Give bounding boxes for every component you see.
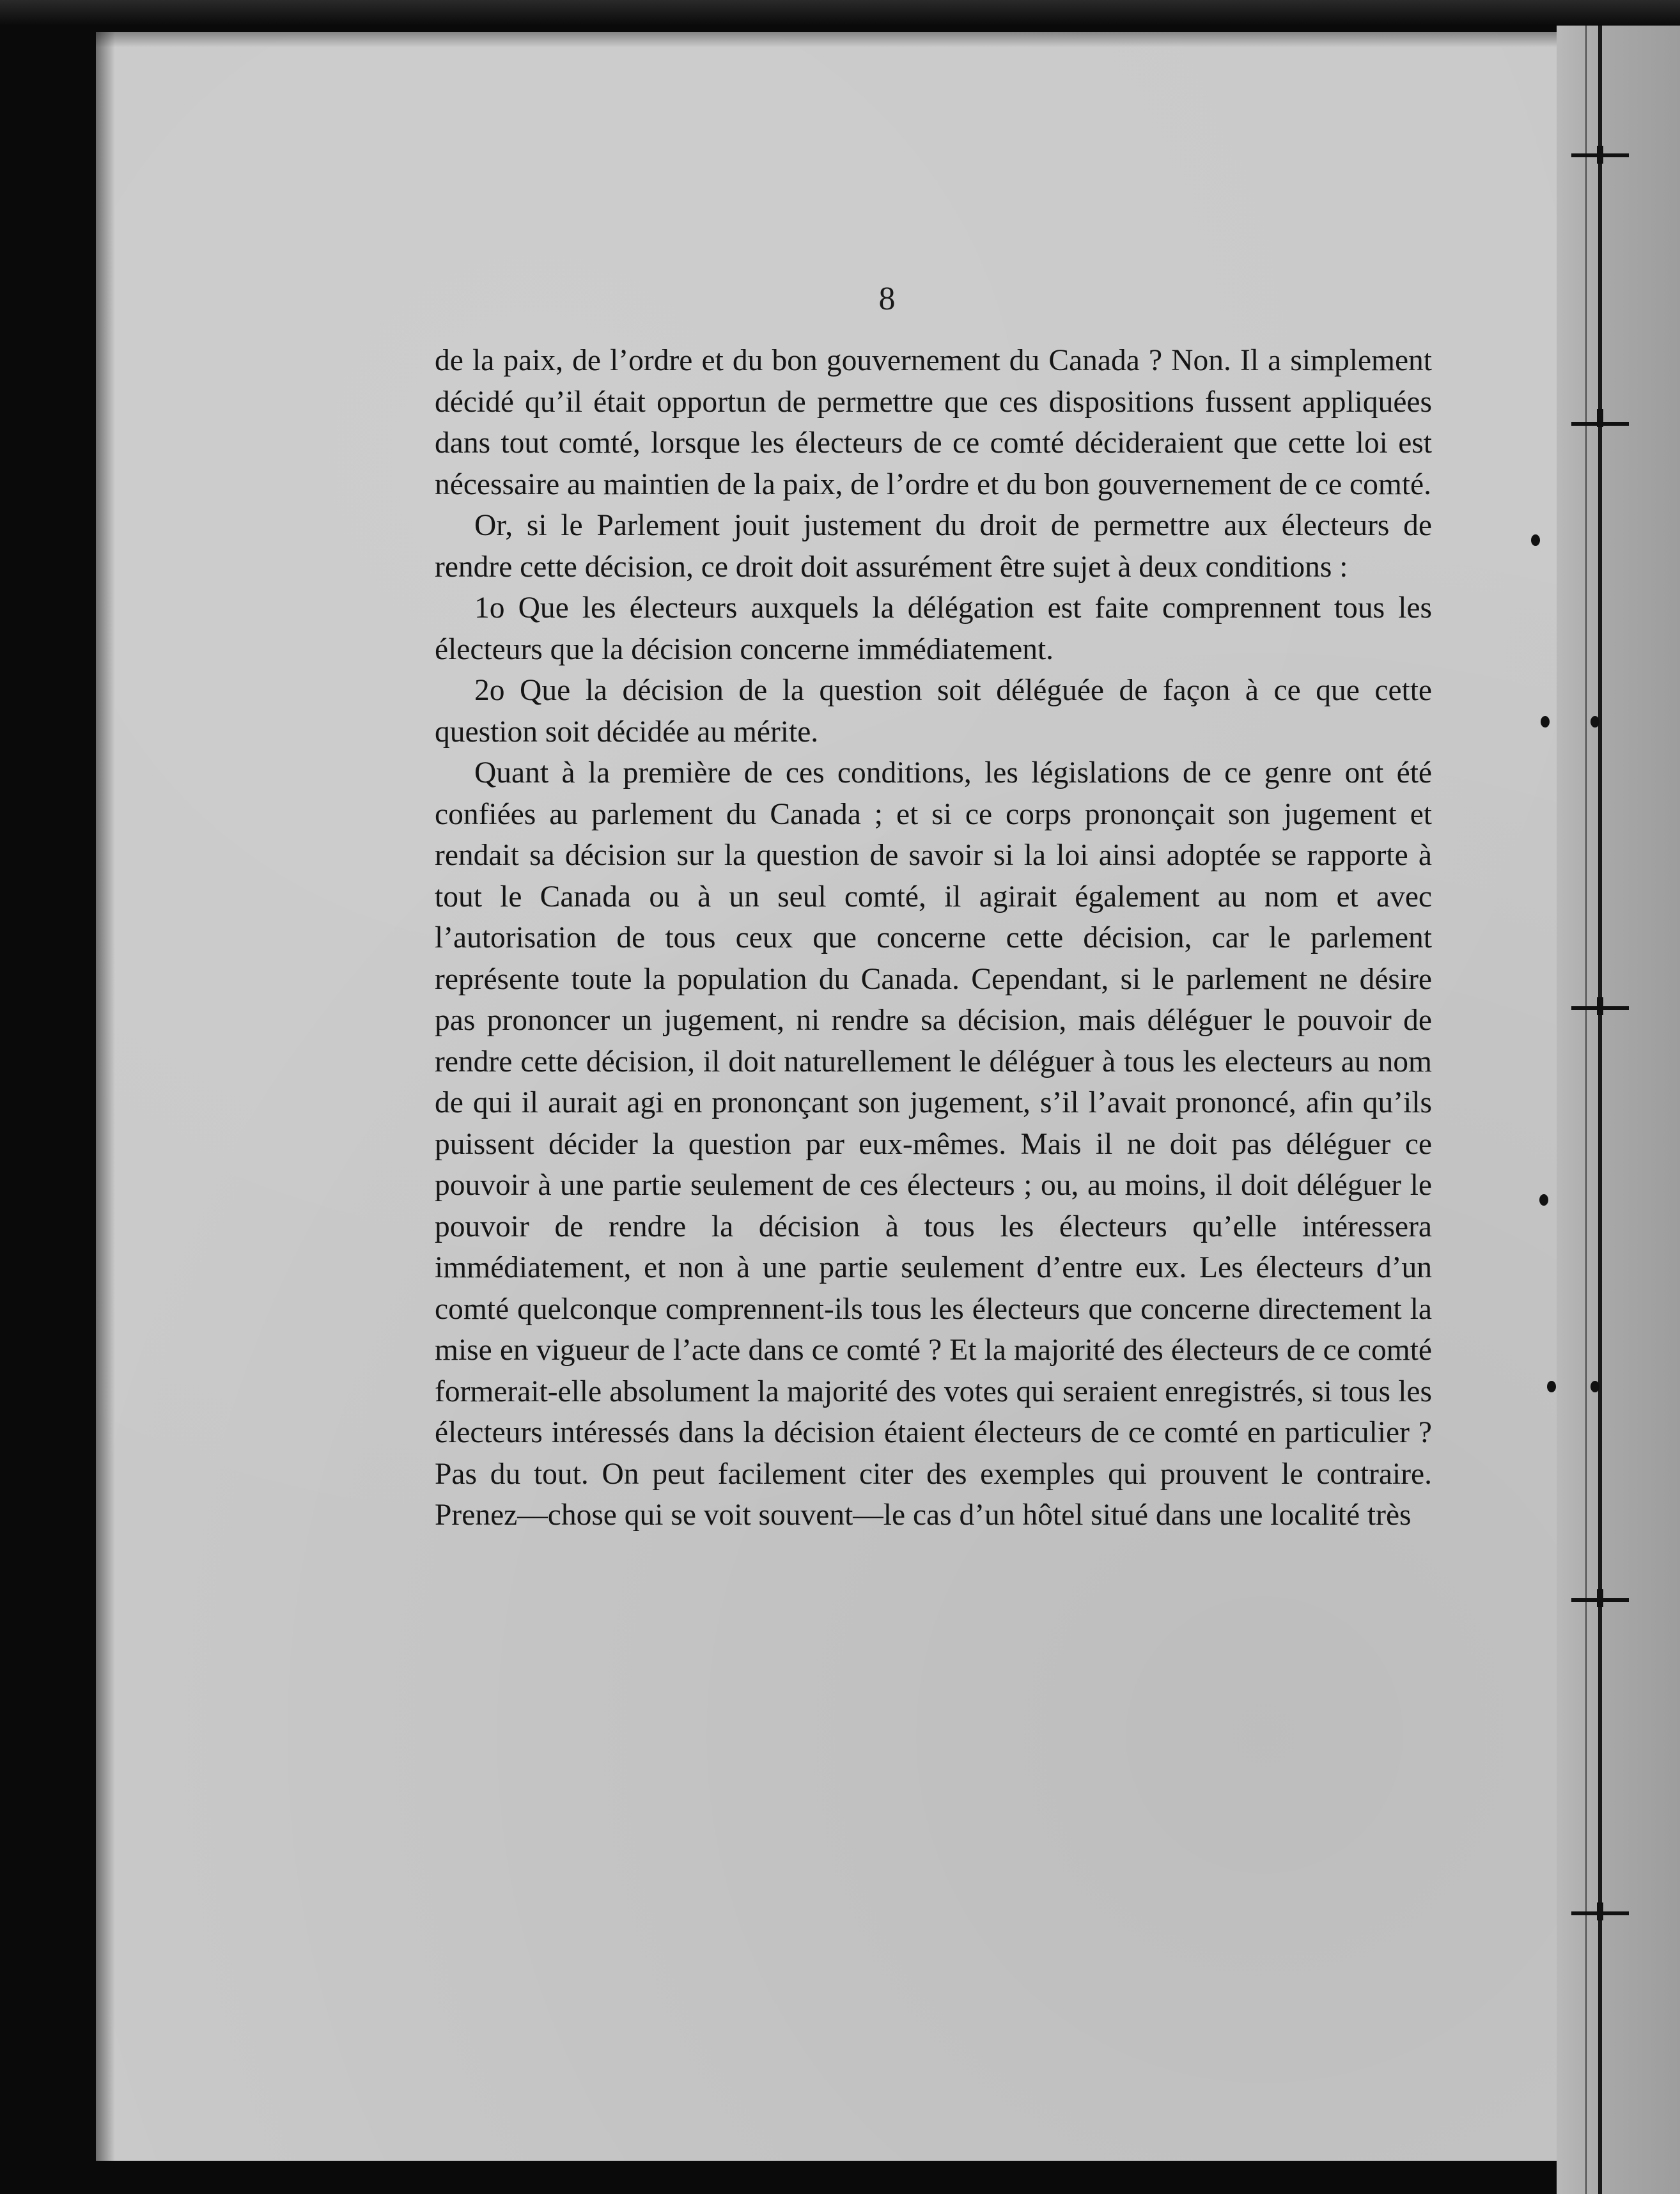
- binding-mark: [1597, 1902, 1603, 1920]
- binding-dot: [1547, 1381, 1556, 1392]
- binding-edge-line: [1585, 26, 1587, 2194]
- page-left-shadow: [96, 32, 115, 2161]
- binding-margin: [1557, 26, 1680, 2194]
- binding-mark: [1597, 997, 1603, 1015]
- body-text: [435, 340, 1432, 1536]
- top-edge-shadow: [0, 0, 1680, 26]
- binding-spine-line: [1598, 26, 1602, 2194]
- binding-dot: [1531, 534, 1540, 546]
- page-top-shadow: [96, 32, 1557, 47]
- binding-dot: [1539, 1194, 1548, 1206]
- paragraph-5: Quant à la première de ces conditions, les législations de ce genre ont été confiées au parlement du Canada ; et si ce corps prononçait son jugement et rendait sa décision sur la question de savoir si la loi ainsi adoptée se rapporte à tout le Canada ou à un seul comté, il agirait également au nom et avec l’autorisation de tous ceux que concerne cette décision, car le parlement représente toute la population du Canada. Cependant, si le parlement ne désire pas prononcer un jugement, ni rendre sa décision, mais déléguer le pouvoir de rendre cette décision, il doit naturellement le déléguer à tous les electeurs au nom de qui il aurait agi en prononçant son jugement, s’il l’avait prononcé, afin qu’ils puissent décider la question par eux-mêmes. Mais il ne doit pas déléguer ce pouvoir à une partie seulement de ces électeurs ; ou, au moins, il doit déléguer le pouvoir de rendre la décision à tous les électeurs qu’elle intéressera immédiatement, et non à une partie seulement d’entre eux. Les électeurs d’un comté quelconque comprennent-ils tous les électeurs que concerne directement la mise en vigueur de l’acte dans ce comté ? Et la majorité des électeurs de ce comté formerait-elle absolument la majorité des votes qui seraient enregistrés, si tous les électeurs intéressés dans la décision étaient électeurs de ce comté en particulier ? Pas du tout. On peut facilement citer des exemples qui prouvent le contraire. Prenez—chose qui se voit souvent—le cas d’un hôtel situé dans une localité très: [435, 756, 1432, 1532]
- page-number: 8: [878, 281, 896, 317]
- binding-mark: [1597, 409, 1603, 427]
- binding-dot: [1591, 716, 1599, 727]
- binding-dot: [1541, 716, 1550, 727]
- binding-mark: [1597, 146, 1603, 164]
- paragraph-3: 1o Que les électeurs auxquels la délégation est faite comprennent tous les électeurs que la décision concerne immédiatement.: [435, 591, 1432, 666]
- paragraph-4: 2o Que la décision de la question soit déléguée de façon à ce que cette question soit décidée au mérite.: [435, 674, 1432, 749]
- document-page: [96, 32, 1557, 2161]
- binding-dot: [1591, 1381, 1599, 1392]
- paragraph-2: Or, si le Parlement jouit justement du droit de permettre aux électeurs de rendre cette décision, ce droit doit assurément être sujet à deux conditions :: [435, 509, 1432, 584]
- paragraph-1: de la paix, de l’ordre et du bon gouvernement du Canada ? Non. Il a simplement décidé qu’il était opportun de permettre que ces dispositions fussent appliquées dans tout comté, lorsque les électeurs de ce comté décideraient que cette loi est nécessaire au maintien de la paix, de l’ordre et du bon gouvernement de ce comté.: [435, 344, 1432, 501]
- binding-mark: [1597, 1589, 1603, 1607]
